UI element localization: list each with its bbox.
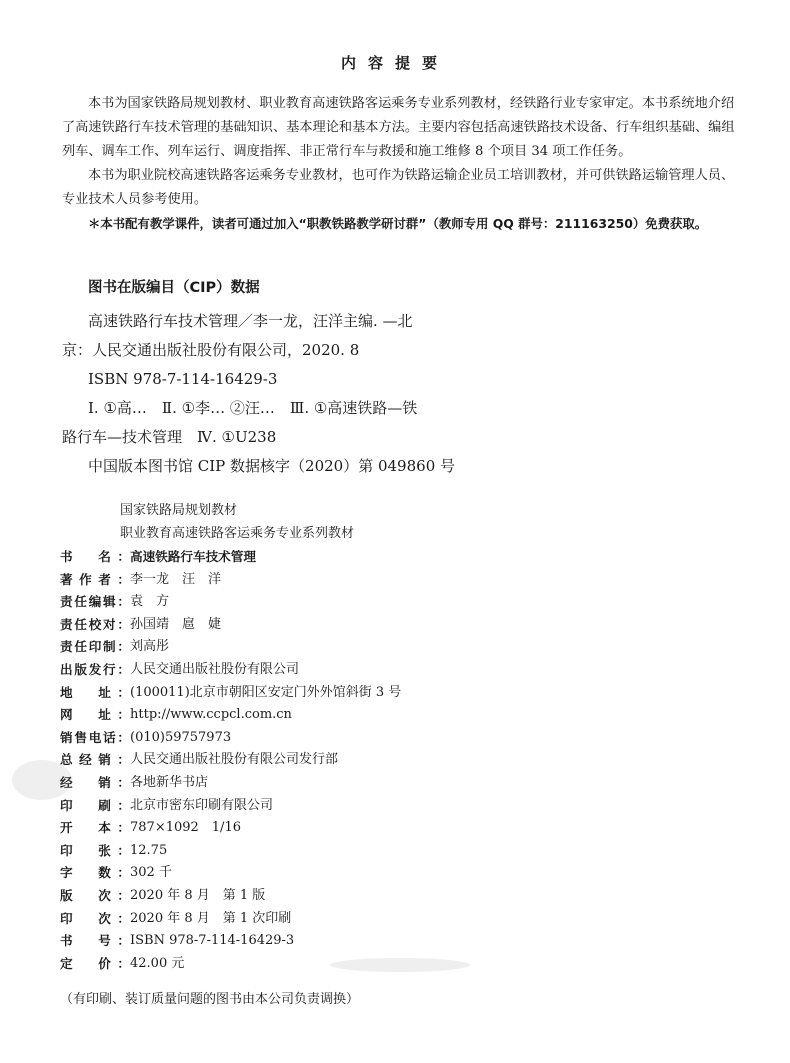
info-value: 302 千 <box>130 865 172 881</box>
summary-paragraph-1: 本书为国家铁路局规划教材、职业教育高速铁路客运乘务专业系列教材，经铁路行业专家审定。本书系统地介绍了高速铁路行车技术管理的基础知识、基本理论和基本方法。主要内容包括高速铁路技术设备、行车组织基础、编组列车、调车工作、列车运行、调度指挥、非正常行车与救援和施工维修 8 个项目 34 项工作任务。 <box>62 96 735 159</box>
cip-line: 高速铁路行车技术管理／李一龙，汪洋主编. —北 <box>88 312 413 330</box>
info-value: 人民交通出版社股份有限公司发行部 <box>130 752 339 768</box>
info-row <box>60 885 401 908</box>
info-label: 网 址： <box>60 707 130 723</box>
info-label: 定 价： <box>60 955 130 971</box>
price-value: 42.00 元 <box>130 955 185 971</box>
info-row <box>60 862 401 885</box>
info-value: 787×1092 1/16 <box>130 820 241 836</box>
cip-isbn: ISBN 978-7-114-16429-3 <box>88 370 278 388</box>
summary-paragraph-2: 本书为职业院校高速铁路客运乘务专业教材，也可作为铁路运输企业员工培训教材，并可供铁路运输管理人员、专业技术人员参考使用。 <box>62 168 735 207</box>
info-row <box>60 614 401 637</box>
info-label: 印 次： <box>60 910 130 926</box>
info-label: 责任编辑： <box>60 594 130 610</box>
cip-line: 路行车—技术管理 Ⅳ. ①U238 <box>62 428 277 446</box>
isbn-value: ISBN 978-7-114-16429-3 <box>130 933 295 949</box>
info-label: 版 次： <box>60 887 130 903</box>
info-label: 责任校对： <box>60 616 130 632</box>
info-label: 总经销： <box>60 752 130 768</box>
print-smudge <box>330 958 470 972</box>
phone-value: (010)59757973 <box>130 729 232 745</box>
info-row <box>60 727 401 750</box>
info-row <box>60 749 401 772</box>
info-row <box>60 908 401 931</box>
info-row <box>60 636 401 659</box>
info-value: 各地新华书店 <box>130 774 209 790</box>
courseware-note: ＊本书配有教学课件，读者可通过加入“职教铁路教学研讨群”（教师专用 QQ 群号：211163250）免费获取。 <box>88 216 708 231</box>
cip-line: 京：人民交通出版社股份有限公司，2020. 8 <box>62 341 360 359</box>
info-row <box>60 682 401 705</box>
info-row <box>60 817 401 840</box>
website-value: http://www.ccpcl.com.cn <box>130 707 292 723</box>
info-row <box>60 930 401 953</box>
info-label: 字 数： <box>60 865 130 881</box>
summary-heading: 内容提要 <box>340 54 449 72</box>
info-value: 李一龙 汪 洋 <box>130 571 222 587</box>
cip-line: Ⅰ. ①高… Ⅱ. ①李… ②汪… Ⅲ. ①高速铁路—铁 <box>88 399 418 417</box>
info-label: 经 销： <box>60 774 130 790</box>
info-value: 北京市密东印刷有限公司 <box>130 797 274 813</box>
cip-data-block <box>62 307 492 481</box>
info-value: 人民交通出版社股份有限公司 <box>130 661 300 677</box>
info-row <box>60 840 401 863</box>
info-row <box>60 591 401 614</box>
info-label: 印 刷： <box>60 797 130 813</box>
info-label: 印 张： <box>60 842 130 858</box>
info-label: 责任印制： <box>60 639 130 655</box>
cip-verification: 中国版本图书馆 CIP 数据核字（2020）第 049860 号 <box>88 457 456 475</box>
info-value: 孙国靖 扈 婕 <box>130 616 222 632</box>
info-label: 书 名： <box>60 549 130 564</box>
info-value: 高速铁路行车技术管理 <box>130 549 256 564</box>
info-value: (100011)北京市朝阳区安定门外外馆斜街 3 号 <box>130 684 402 700</box>
print-smudge <box>12 760 72 800</box>
info-label: 销售电话： <box>60 729 130 745</box>
info-value: 袁 方 <box>130 594 170 610</box>
info-value: 12.75 <box>130 842 168 858</box>
series-block <box>120 499 354 545</box>
info-label: 开 本： <box>60 820 130 836</box>
info-row <box>60 659 401 682</box>
info-value: 刘高彤 <box>130 639 170 655</box>
info-row <box>60 704 401 727</box>
info-value: 2020 年 8 月 第 1 版 <box>130 887 266 903</box>
info-label: 地 址： <box>60 684 130 700</box>
info-label: 著作者： <box>60 571 130 587</box>
cip-title: 图书在版编目（CIP）数据 <box>88 280 260 296</box>
info-label: 书 号： <box>60 933 130 949</box>
info-row <box>60 795 401 818</box>
info-row <box>60 546 401 569</box>
publication-info <box>60 546 401 975</box>
info-row <box>60 772 401 795</box>
quality-notice: （有印刷、装订质量问题的图书由本公司负责调换） <box>60 992 360 1007</box>
info-row <box>60 569 401 592</box>
info-label: 出版发行： <box>60 661 130 677</box>
series-line: 国家铁路局规划教材 <box>120 503 238 518</box>
info-value: 2020 年 8 月 第 1 次印刷 <box>130 910 292 926</box>
series-line: 职业教育高速铁路客运乘务专业系列教材 <box>120 526 355 541</box>
summary-block <box>62 92 742 236</box>
